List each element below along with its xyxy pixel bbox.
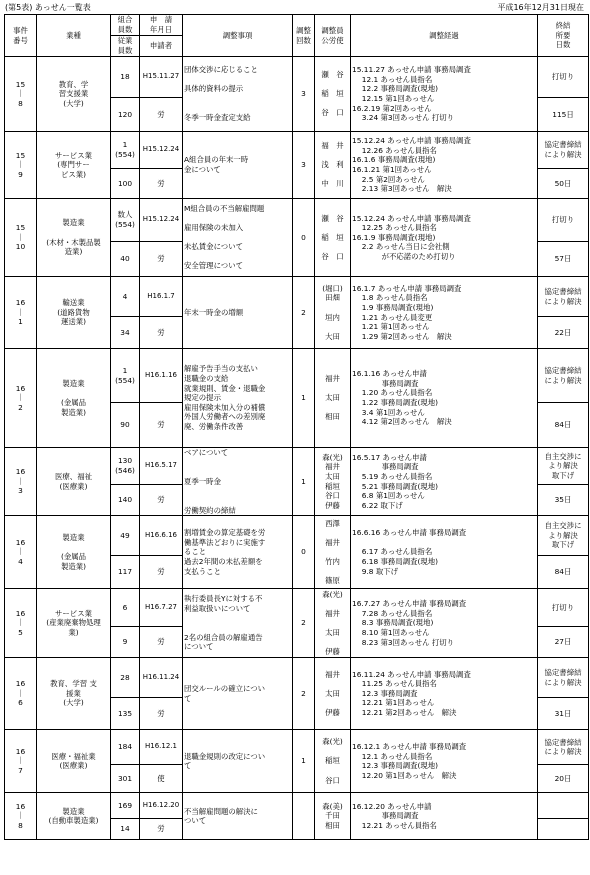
application-date-cell: H15.11.27 bbox=[140, 57, 183, 98]
case-number: 16 ｜ 1 bbox=[5, 277, 37, 349]
industry-cell: 医療・福祉業 (医療業) bbox=[37, 730, 111, 793]
employees-cell: 90 bbox=[111, 403, 140, 448]
mediators-cell: 瀬 谷 稲 垣 谷 口 bbox=[315, 199, 351, 277]
industry-cell: 医療、福祉 (医療業) bbox=[37, 448, 111, 516]
union-members-cell: 184 bbox=[111, 730, 140, 765]
days-cell: 31日 bbox=[538, 698, 589, 730]
result-cell: 自主交渉に より解決 取下げ bbox=[538, 448, 589, 485]
union-members-cell: 4 bbox=[111, 277, 140, 317]
applicant-cell: 労 bbox=[140, 627, 183, 658]
mediators-cell: 西澤 福井 竹内 篠原 bbox=[315, 516, 351, 589]
matters-cell: 割増賃金の算定基礎を労 働基準法どおりに実施す ること 過去2年間の未払差額を 支払うこと bbox=[183, 516, 293, 589]
case-number: 15 ｜ 10 bbox=[5, 199, 37, 277]
matters-cell: 退職金規則の改定につい て bbox=[183, 730, 293, 793]
applicant-cell: 労 bbox=[140, 556, 183, 589]
days-cell: 84日 bbox=[538, 403, 589, 448]
application-date-cell: H16.6.16 bbox=[140, 516, 183, 556]
header-progress: 調整経過 bbox=[351, 15, 538, 57]
sessions-cell: 3 bbox=[293, 57, 315, 132]
progress-cell: 15.11.27 あっせん申請 事務局調査 12.1 あっせん員指名 12.2 事務局調査(現地) 12.15 第1回あっせん 16.2.19 第2回あっせん 3.24 第3回あっせん 打切り bbox=[351, 57, 538, 132]
industry-cell: サービス業 (専門サー ビス業) bbox=[37, 132, 111, 199]
result-cell bbox=[538, 793, 589, 819]
sessions-cell: 1 bbox=[293, 448, 315, 516]
applicant-cell: 労 bbox=[140, 698, 183, 730]
mediators-cell: 森(光) 稲垣 谷口 bbox=[315, 730, 351, 793]
application-date-cell: H16.5.17 bbox=[140, 448, 183, 485]
mediators-cell: 瀬 谷 稲 垣 谷 口 bbox=[315, 57, 351, 132]
days-cell bbox=[538, 819, 589, 840]
header-industry: 業種 bbox=[37, 15, 111, 57]
progress-cell: 16.7.27 あっせん申請 事務局調査 7.28 あっせん員指名 8.3 事務局調査(現地) 8.10 第1回あっせん 8.23 第3回あっせん 打切り bbox=[351, 589, 538, 658]
employees-cell: 34 bbox=[111, 317, 140, 349]
result-cell: 協定書締結 により解決 bbox=[538, 349, 589, 403]
application-date-cell: H16.12.1 bbox=[140, 730, 183, 765]
union-members-cell: 130 (546) bbox=[111, 448, 140, 485]
result-cell: 打切り bbox=[538, 589, 589, 627]
case-number: 15 ｜ 8 bbox=[5, 57, 37, 132]
matters-cell: A組合員の年末一時 金について bbox=[183, 132, 293, 199]
mediators-cell: 福井 太田 伊藤 bbox=[315, 658, 351, 730]
header-employees: 従業 員数 bbox=[111, 36, 140, 57]
employees-cell: 140 bbox=[111, 485, 140, 516]
union-members-cell: 1 (554) bbox=[111, 349, 140, 403]
union-members-cell: 数人 (554) bbox=[111, 199, 140, 242]
application-date-cell: H15.12.24 bbox=[140, 132, 183, 169]
result-cell: 協定書締結 により解決 bbox=[538, 658, 589, 698]
case-number: 16 ｜ 6 bbox=[5, 658, 37, 730]
case-number: 15 ｜ 9 bbox=[5, 132, 37, 199]
progress-cell: 16.1.16 あっせん申請 事務局調査 1.20 あっせん員指名 1.22 事務局調査(現地) 3.4 第1回あっせん 4.12 第2回あっせん 解決 bbox=[351, 349, 538, 448]
industry-cell: 製造業 (木材・木製品製 造業) bbox=[37, 199, 111, 277]
result-cell: 自主交渉に より解決 取下げ bbox=[538, 516, 589, 556]
employees-cell: 9 bbox=[111, 627, 140, 658]
mediators-cell: 森(光) 福井 太田 伊藤 bbox=[315, 589, 351, 658]
case-number: 16 ｜ 3 bbox=[5, 448, 37, 516]
progress-cell: 16.1.7 あっせん申請 事務局調査 1.8 あっせん員指名 1.9 事務局調査(現地) 1.21 あっせん員変更 1.21 第1回あっせん 1.29 第2回あっせん 解決 bbox=[351, 277, 538, 349]
header-matters: 調整事項 bbox=[183, 15, 293, 57]
progress-cell: 16.6.16 あっせん申請 事務局調査 6.17 あっせん員指名 6.18 事務局調査(現地) 9.8 取下げ bbox=[351, 516, 538, 589]
days-cell: 22日 bbox=[538, 317, 589, 349]
industry-cell: 教育、学 習支援業 (大学) bbox=[37, 57, 111, 132]
employees-cell: 135 bbox=[111, 698, 140, 730]
table-row bbox=[5, 730, 589, 765]
employees-cell: 40 bbox=[111, 242, 140, 277]
applicant-cell: 労 bbox=[140, 169, 183, 199]
applicant-cell: 労 bbox=[140, 819, 183, 840]
progress-cell: 16.12.1 あっせん申請 事務局調査 12.1 あっせん員指名 12.3 事務局調査(現地) 12.20 第1回あっせん 解決 bbox=[351, 730, 538, 793]
matters-cell: 年末一時金の増額 bbox=[183, 277, 293, 349]
progress-cell: 15.12.24 あっせん申請 事務局調査 12.25 あっせん員指名 16.1.9 事務局調査(現地) 2.2 あっせん当日に会社側 が不応諾のため打切り bbox=[351, 199, 538, 277]
result-cell: 協定書締結 により解決 bbox=[538, 277, 589, 317]
matters-cell: ベアについて 夏季一時金 労働契約の締結 bbox=[183, 448, 293, 516]
result-cell: 打切り bbox=[538, 199, 589, 242]
application-date-cell: H15.12.24 bbox=[140, 199, 183, 242]
table-row bbox=[5, 589, 589, 627]
industry-cell: 製造業 (金属品 製造業) bbox=[37, 516, 111, 589]
table-row bbox=[5, 199, 589, 242]
table-row bbox=[5, 658, 589, 698]
days-cell: 115日 bbox=[538, 98, 589, 132]
header-row-1 bbox=[5, 15, 589, 36]
mediation-table bbox=[4, 14, 589, 840]
header-mediators: 調整員 公労使 bbox=[315, 15, 351, 57]
sessions-cell bbox=[293, 793, 315, 840]
result-cell: 協定書締結 により解決 bbox=[538, 730, 589, 765]
table-row bbox=[5, 132, 589, 169]
table-row bbox=[5, 349, 589, 403]
sessions-cell: 3 bbox=[293, 132, 315, 199]
progress-cell: 15.12.24 あっせん申請 事務局調査 12.26 あっせん員指名 16.1.6 事務局調査(現地) 16.1.21 第1回あっせん 2.5 第2回あっせん 2.13 第3回あっせん 解決 bbox=[351, 132, 538, 199]
table-row bbox=[5, 448, 589, 485]
mediators-cell: 森(光) 福井 太田 稲垣 谷口 伊藤 bbox=[315, 448, 351, 516]
application-date-cell: H16.11.24 bbox=[140, 658, 183, 698]
union-members-cell: 169 bbox=[111, 793, 140, 819]
as-of-date: 平成16年12月31日現在 bbox=[497, 3, 584, 12]
case-number: 16 ｜ 8 bbox=[5, 793, 37, 840]
industry-cell: 製造業 (金属品 製造業) bbox=[37, 349, 111, 448]
result-cell: 協定書締結 により解決 bbox=[538, 132, 589, 169]
application-date-cell: H16.7.27 bbox=[140, 589, 183, 627]
days-cell: 27日 bbox=[538, 627, 589, 658]
employees-cell: 117 bbox=[111, 556, 140, 589]
applicant-cell: 労 bbox=[140, 98, 183, 132]
header-end-days: 終結 所要 日数 bbox=[538, 15, 589, 57]
industry-cell: 教育、学習 支 援業 (大学) bbox=[37, 658, 111, 730]
header-case-no: 事件 番号 bbox=[5, 15, 37, 57]
mediators-cell: (堀口) 田畑 垣内 大田 bbox=[315, 277, 351, 349]
employees-cell: 120 bbox=[111, 98, 140, 132]
union-members-cell: 1 (554) bbox=[111, 132, 140, 169]
progress-cell: 16.11.24 あっせん申請 事務局調査 11.25 あっせん員指名 12.3 事務局調査 12.21 第1回あっせん 12.21 第2回あっせん 解決 bbox=[351, 658, 538, 730]
sessions-cell: 2 bbox=[293, 658, 315, 730]
union-members-cell: 6 bbox=[111, 589, 140, 627]
days-cell: 20日 bbox=[538, 765, 589, 793]
table-row bbox=[5, 277, 589, 317]
header-application-date: 申 請 年月日 bbox=[140, 15, 183, 36]
mediators-cell: 森(美) 千田 相田 bbox=[315, 793, 351, 840]
case-number: 16 ｜ 7 bbox=[5, 730, 37, 793]
table-body bbox=[5, 57, 589, 840]
union-members-cell: 18 bbox=[111, 57, 140, 98]
table-row bbox=[5, 516, 589, 556]
days-cell: 35日 bbox=[538, 485, 589, 516]
sessions-cell: 2 bbox=[293, 277, 315, 349]
matters-cell: 団体交渉に応じること 具体的資料の提示 冬季一時金査定支給 bbox=[183, 57, 293, 132]
application-date-cell: H16.1.7 bbox=[140, 277, 183, 317]
case-number: 16 ｜ 5 bbox=[5, 589, 37, 658]
employees-cell: 301 bbox=[111, 765, 140, 793]
applicant-cell: 労 bbox=[140, 403, 183, 448]
applicant-cell: 使 bbox=[140, 765, 183, 793]
employees-cell: 100 bbox=[111, 169, 140, 199]
sessions-cell: 1 bbox=[293, 730, 315, 793]
application-date-cell: H16.12.20 bbox=[140, 793, 183, 819]
employees-cell: 14 bbox=[111, 819, 140, 840]
case-number: 16 ｜ 2 bbox=[5, 349, 37, 448]
matters-cell: M組合員の不当解雇問題 雇用保険の未加入 未払賃金について 安全管理について bbox=[183, 199, 293, 277]
header-union-members: 組合 員数 bbox=[111, 15, 140, 36]
case-number: 16 ｜ 4 bbox=[5, 516, 37, 589]
days-cell: 50日 bbox=[538, 169, 589, 199]
sessions-cell: 0 bbox=[293, 199, 315, 277]
applicant-cell: 労 bbox=[140, 485, 183, 516]
matters-cell: 執行委員長Yに対する不 利益取扱いについて 2名の組合員の解雇通告 について bbox=[183, 589, 293, 658]
industry-cell: 製造業 (自動車製造業) bbox=[37, 793, 111, 840]
table-row bbox=[5, 57, 589, 98]
matters-cell: 団交ルールの確立につい て bbox=[183, 658, 293, 730]
sessions-cell: 0 bbox=[293, 516, 315, 589]
progress-cell: 16.12.20 あっせん申請 事務局調査 12.21 あっせん員指名 bbox=[351, 793, 538, 840]
matters-cell: 解雇予告手当の支払い 退職金の支給 就業規則、賃金・退職金 規定の提示 雇用保険未加入分の補償 外国人労働者への差別廃 廃、労働条件改善 bbox=[183, 349, 293, 448]
result-cell: 打切り bbox=[538, 57, 589, 98]
applicant-cell: 労 bbox=[140, 317, 183, 349]
union-members-cell: 49 bbox=[111, 516, 140, 556]
industry-cell: 輸送業 (道路貨物 運送業) bbox=[37, 277, 111, 349]
table-row bbox=[5, 793, 589, 819]
matters-cell: 不当解雇問題の解決に ついて bbox=[183, 793, 293, 840]
days-cell: 84日 bbox=[538, 556, 589, 589]
applicant-cell: 労 bbox=[140, 242, 183, 277]
table-title: (第5表) あっせん一覧表 bbox=[5, 3, 91, 12]
union-members-cell: 28 bbox=[111, 658, 140, 698]
application-date-cell: H16.1.16 bbox=[140, 349, 183, 403]
header-sessions: 調整 回数 bbox=[293, 15, 315, 57]
mediators-cell: 福 井 浅 利 中 川 bbox=[315, 132, 351, 199]
industry-cell: サービス業 (産業廃棄物処理 業) bbox=[37, 589, 111, 658]
progress-cell: 16.5.17 あっせん申請 事務局調査 5.19 あっせん員指名 5.21 事務局調査(現地) 6.8 第1回あっせん 6.22 取下げ bbox=[351, 448, 538, 516]
header-applicant: 申請者 bbox=[140, 36, 183, 57]
sessions-cell: 2 bbox=[293, 589, 315, 658]
mediators-cell: 福井 太田 相田 bbox=[315, 349, 351, 448]
days-cell: 57日 bbox=[538, 242, 589, 277]
sessions-cell: 1 bbox=[293, 349, 315, 448]
